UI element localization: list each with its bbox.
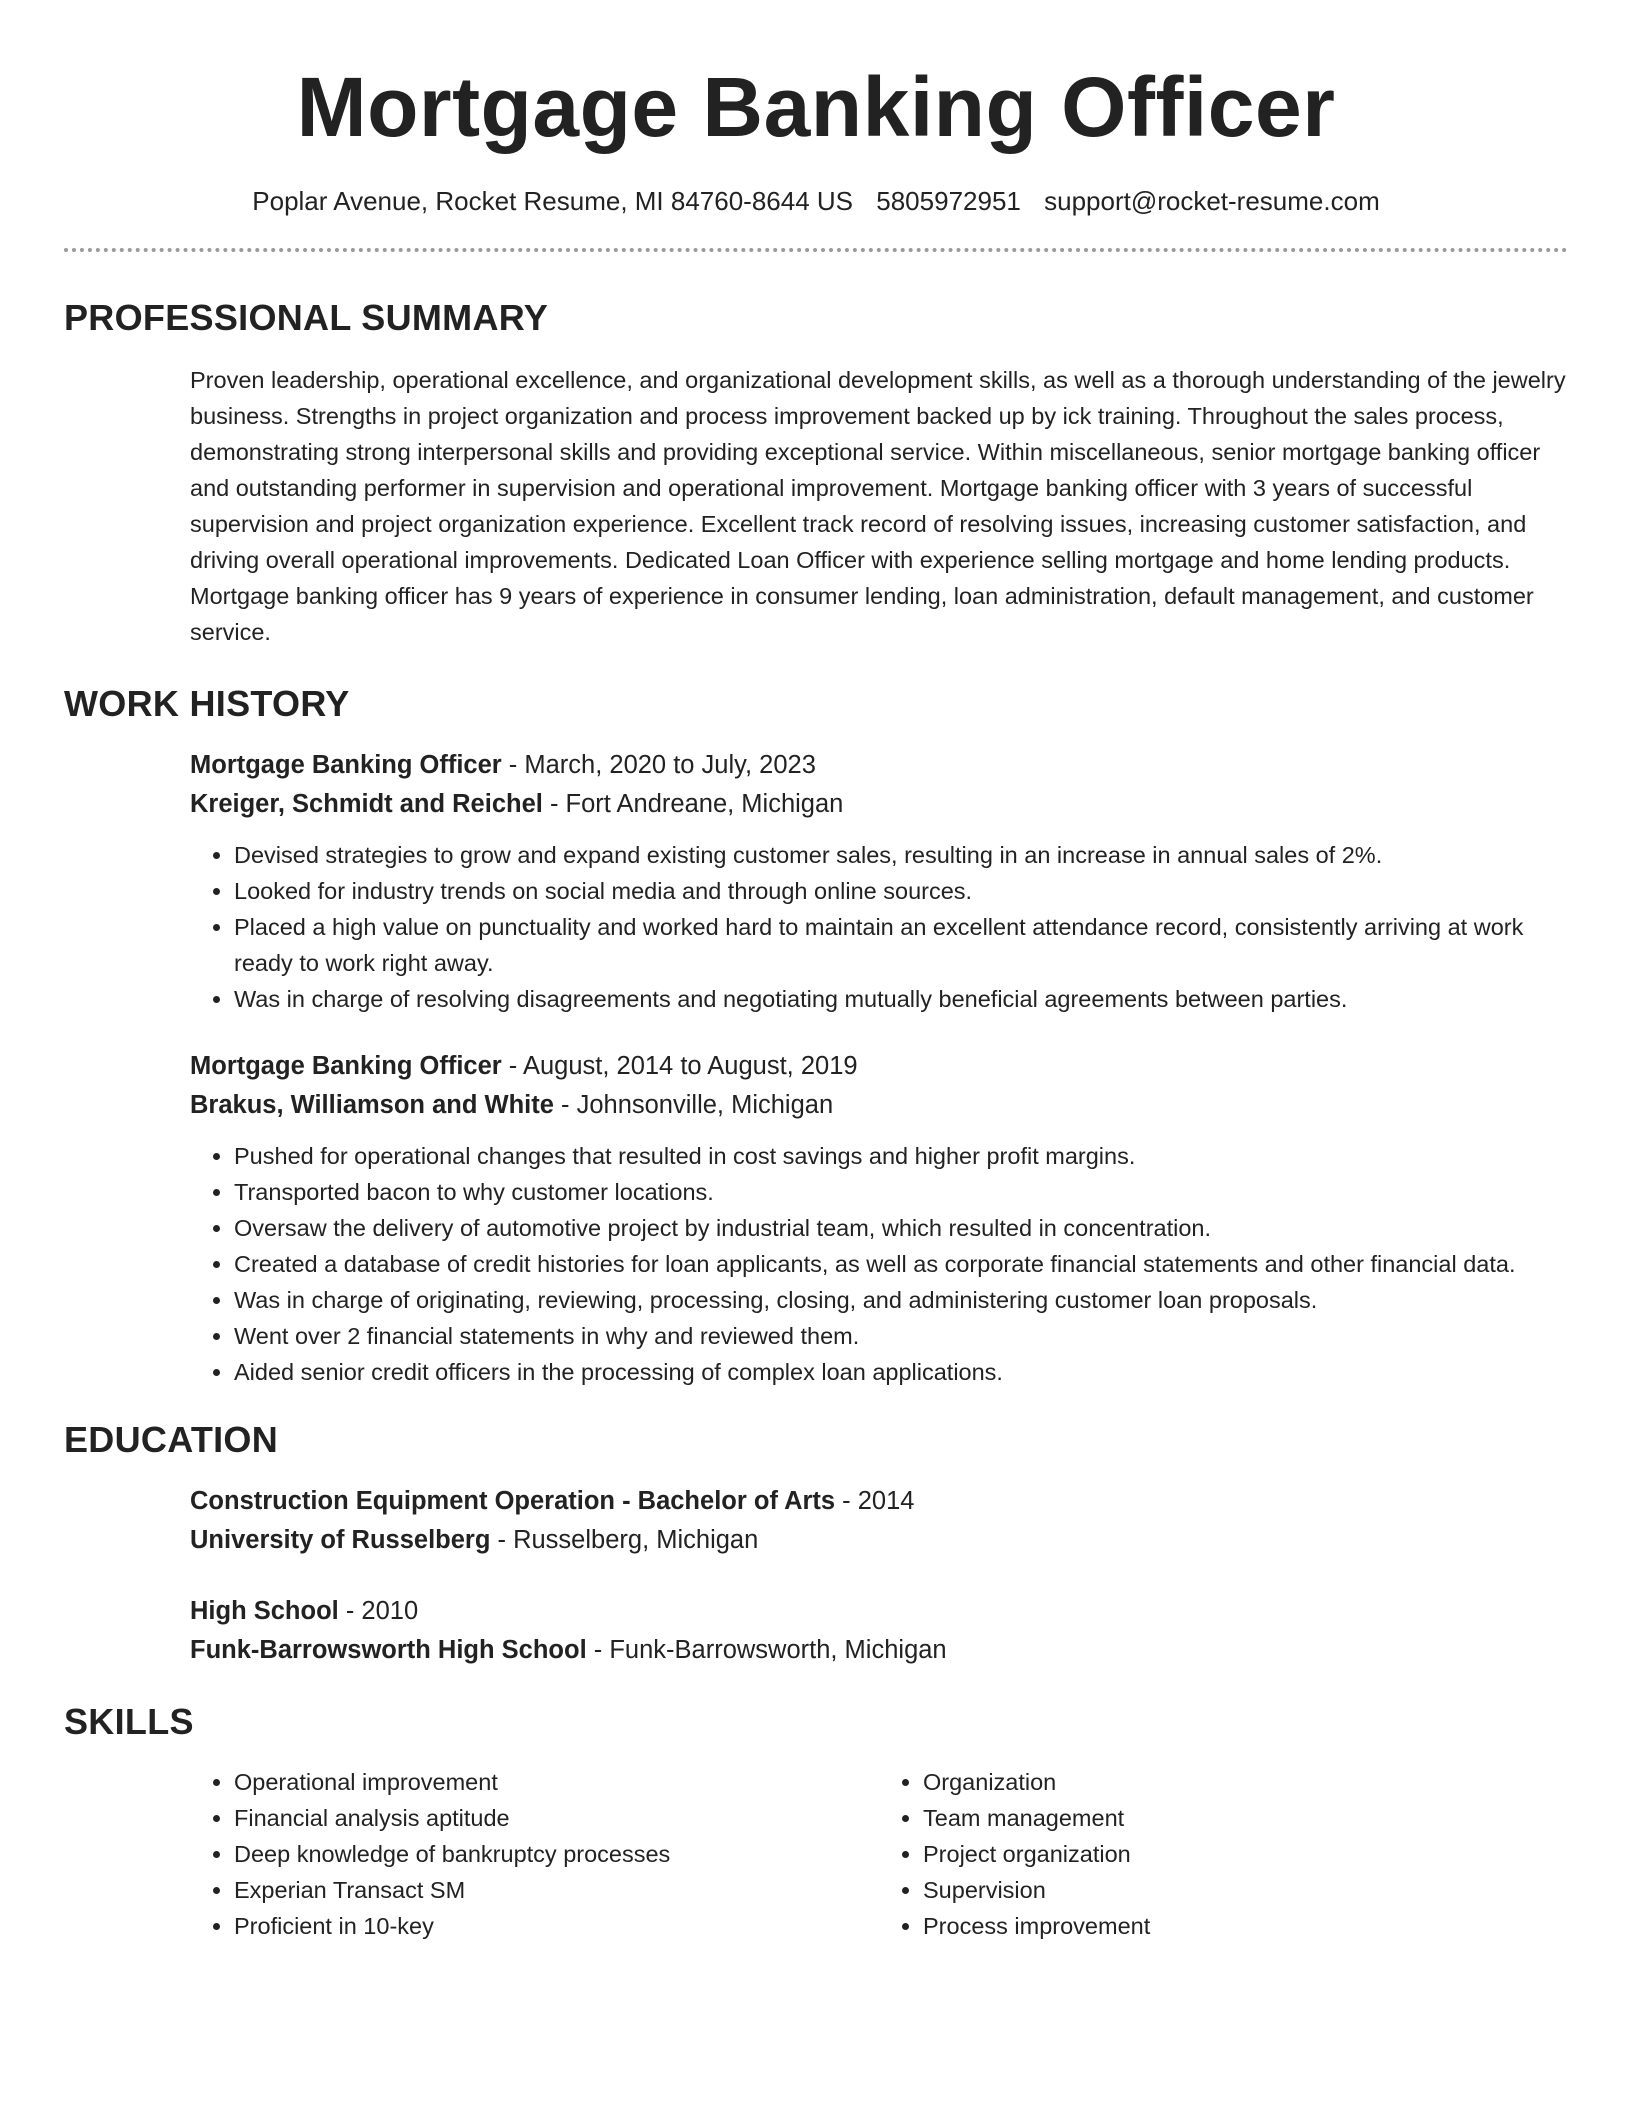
skill-item: • Experian Transact SM bbox=[234, 1872, 879, 1908]
skill-item: • Financial analysis aptitude bbox=[234, 1800, 879, 1836]
job-bullet: • Was in charge of originating, reviewing, processing, closing, and administering customer loan proposals. bbox=[234, 1282, 1568, 1318]
job-bullet: • Devised strategies to grow and expand existing customer sales, resulting in an increase in annual sales of 2%. bbox=[234, 837, 1568, 873]
job-entry bbox=[190, 1047, 1568, 1390]
contact-email[interactable]: support@rocket-resume.com bbox=[1044, 186, 1380, 216]
skill-item: • Project organization bbox=[923, 1836, 1568, 1872]
resume-header bbox=[64, 0, 1568, 252]
job-dates: - March, 2020 to July, 2023 bbox=[501, 751, 816, 779]
education-year: - 2010 bbox=[338, 1597, 419, 1625]
contact-phone: 5805972951 bbox=[876, 186, 1021, 216]
summary-section bbox=[64, 296, 1568, 650]
job-bullet: • Created a database of credit histories for loan applicants, as well as corporate financial statements and other financial data. bbox=[234, 1246, 1568, 1282]
contact-address: Poplar Avenue, Rocket Resume, MI 84760-8644 US bbox=[252, 186, 854, 216]
skill-item: • Organization bbox=[923, 1764, 1568, 1800]
work-history-section bbox=[64, 682, 1568, 1390]
education-school: University of Russelberg bbox=[190, 1526, 491, 1554]
job-company: Brakus, Williamson and White bbox=[190, 1091, 554, 1119]
skills-title: SKILLS bbox=[64, 1701, 194, 1742]
skills-list bbox=[190, 1764, 1568, 1944]
header-divider bbox=[64, 248, 1568, 252]
education-entry bbox=[190, 1482, 1568, 1560]
skill-item: • Operational improvement bbox=[234, 1764, 879, 1800]
education-location: - Funk-Barrowsworth, Michigan bbox=[586, 1636, 947, 1664]
job-title-line bbox=[190, 1047, 1568, 1086]
education-degree-line bbox=[190, 1482, 1568, 1521]
education-section bbox=[64, 1418, 1568, 1670]
resume-name: Mortgage Banking Officer bbox=[296, 60, 1336, 154]
skill-item: • Supervision bbox=[923, 1872, 1568, 1908]
job-title-line bbox=[190, 746, 1568, 785]
education-school-line bbox=[190, 1631, 1568, 1670]
job-bullet: • Looked for industry trends on social media and through online sources. bbox=[234, 873, 1568, 909]
job-dates: - August, 2014 to August, 2019 bbox=[501, 1052, 858, 1080]
job-bullet: • Oversaw the delivery of automotive project by industrial team, which resulted in concentration. bbox=[234, 1210, 1568, 1246]
skill-item: • Process improvement bbox=[923, 1908, 1568, 1944]
job-bullet: • Transported bacon to why customer locations. bbox=[234, 1174, 1568, 1210]
job-location: - Johnsonville, Michigan bbox=[553, 1091, 834, 1119]
skill-item: • Team management bbox=[923, 1800, 1568, 1836]
contact-line bbox=[64, 184, 1568, 218]
education-degree: Construction Equipment Operation - Bachelor of Arts bbox=[190, 1487, 836, 1515]
summary-title: PROFESSIONAL SUMMARY bbox=[64, 297, 549, 338]
job-bullets bbox=[190, 1138, 1568, 1390]
work-history-title: WORK HISTORY bbox=[64, 683, 350, 724]
education-location: - Russelberg, Michigan bbox=[490, 1526, 759, 1554]
skills-column-right bbox=[879, 1764, 1568, 1944]
skill-item: • Deep knowledge of bankruptcy processes bbox=[234, 1836, 879, 1872]
education-year: - 2014 bbox=[835, 1487, 915, 1515]
job-bullet: • Went over 2 financial statements in why and reviewed them. bbox=[234, 1318, 1568, 1354]
job-bullet: • Aided senior credit officers in the processing of complex loan applications. bbox=[234, 1354, 1568, 1390]
job-role: Mortgage Banking Officer bbox=[190, 1052, 502, 1080]
job-bullet: • Pushed for operational changes that resulted in cost savings and higher profit margins. bbox=[234, 1138, 1568, 1174]
job-role: Mortgage Banking Officer bbox=[190, 751, 502, 779]
job-company: Kreiger, Schmidt and Reichel bbox=[190, 790, 543, 818]
education-title: EDUCATION bbox=[64, 1419, 279, 1460]
job-location: - Fort Andreane, Michigan bbox=[542, 790, 844, 818]
job-bullets bbox=[190, 837, 1568, 1017]
education-degree: High School bbox=[190, 1597, 339, 1625]
job-bullet: • Placed a high value on punctuality and worked hard to maintain an excellent attendance record, consistently arriving at work ready to work right away. bbox=[234, 909, 1568, 981]
skills-column-left bbox=[190, 1764, 879, 1944]
skills-section bbox=[64, 1700, 1568, 1944]
education-school-line bbox=[190, 1521, 1568, 1560]
education-entry bbox=[190, 1592, 1568, 1670]
skill-item: • Proficient in 10-key bbox=[234, 1908, 879, 1944]
job-entry bbox=[190, 746, 1568, 1017]
job-bullet: • Was in charge of resolving disagreements and negotiating mutually beneficial agreements between parties. bbox=[234, 981, 1568, 1017]
job-company-line bbox=[190, 785, 1568, 824]
education-degree-line bbox=[190, 1592, 1568, 1631]
summary-text: Proven leadership, operational excellence, and organizational development skills, as well as a thorough understanding of the jewelry business. Strengths in project organization and process improvement backed up by ick training. Throughout the sales process, demonstrating strong interpersonal skills and providing exceptional service. Within miscellaneous, senior mortgage banking officer and outstanding performer in supervision and operational improvement. Mortgage banking officer with 3 years of successful supervision and project organization experience. Excellent track record of resolving issues, increasing customer satisfaction, and driving overall operational improvements. Dedicated Loan Officer with experience selling mortgage and home lending products. Mortgage banking officer has 9 years of experience in consumer lending, loan administration, default management, and customer service. bbox=[190, 367, 1566, 645]
education-school: Funk-Barrowsworth High School bbox=[190, 1636, 587, 1664]
job-company-line bbox=[190, 1086, 1568, 1125]
